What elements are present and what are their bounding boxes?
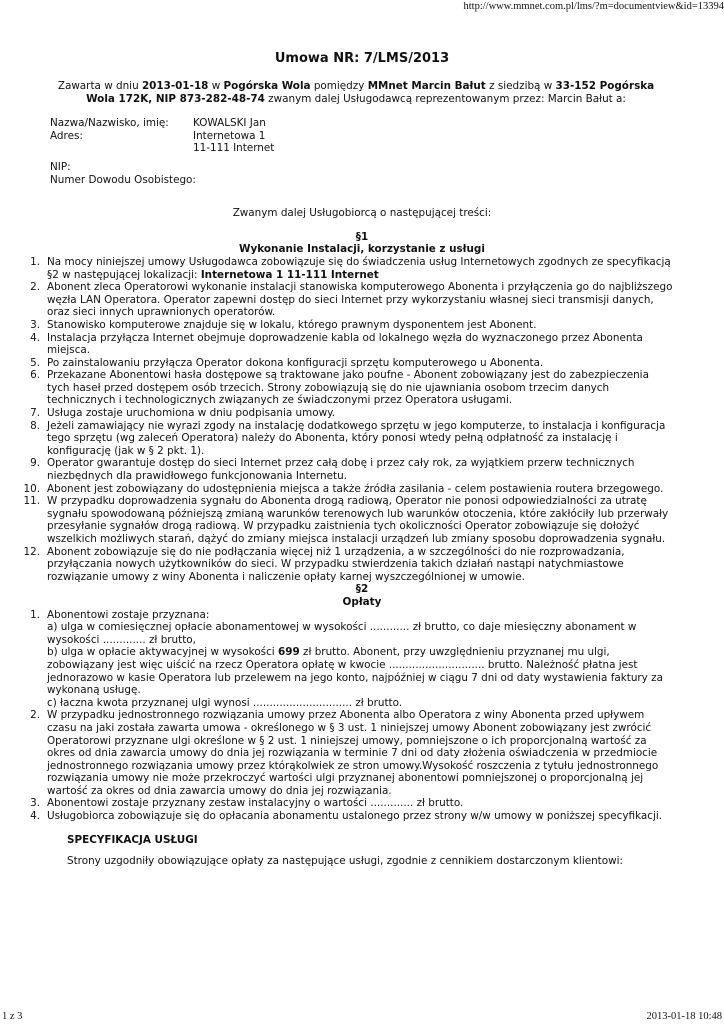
item-text: Przekazane Abonentowi hasła dostępowe są traktowane jako poufne - Abonent zobowiązany jest do zabezpieczenia tych haseł przed dostępem osób trzecich. Strony zobowiązują się do nie ujawniania osobom trzecim danych technicznych i technologicznych związanych ze świadczonymi przez Operatora usługami. bbox=[47, 369, 649, 407]
id-label: Numer Dowodu Osobistego: bbox=[50, 173, 196, 186]
item-text: Instalacja przyłącza Internet obejmuje doprowadzenie kabla od lokalnego węzła do wyznaczonego przez Abonenta miejsca. bbox=[47, 331, 643, 357]
nip-label: NIP: bbox=[50, 160, 71, 173]
list-item: 1. Na mocy niniejszej umowy Usługodawca zobowiązuje się do świadczenia usług Internetowych zgodnych ze specyfikacją §2 w następującej lokalizacji: Internetowa 1 11-111 Internet bbox=[30, 255, 671, 281]
name-label: Nazwa/Nazwisko, imię: bbox=[50, 117, 169, 130]
list-item: 11. W przypadku doprowadzenia sygnału do Abonenta drogą radiową, Operator nie ponosi odpowiedzialności za utratę sygnału spowodowaną późniejszą zmianą warunków terenowych lub warunków otoczenia, które zakłóciły lub przerwały przesyłanie sygnałów drogą radiową. W przypadku zaistnienia tych okoliczności Operator zobowiązuje się dołożyć wszelkich możliwych starań, dążyć do zmiany miejsca instalacji urządzeń lub zmiany sposobu doprowadzenia sygnału. bbox=[0, 495, 724, 545]
service-location: Internetowa 1 11-111 Internet bbox=[200, 268, 379, 281]
intro-text: Zawarta w dniu bbox=[57, 80, 142, 92]
address-label: Adres: bbox=[50, 129, 83, 142]
section-1-symbol: §1 bbox=[355, 230, 369, 243]
item-text: Jeżeli zamawiający nie wyrazi zgody na instalację dodatkowego sprzętu w jego komputerze, to instalacja i konfiguracja tego sprzętu (wg zaleceń Operatora) należy do Abonenta, który ponosi wtedy pełną odpłatność za instalację i konfigurację (jak w § 2 pkt. 1). bbox=[47, 419, 666, 457]
print-datetime: 2013-01-18 10:48 bbox=[646, 1011, 722, 1022]
item-text: W przypadku jednostronnego rozwiązania umowy przez Abonenta albo Operatora z winy Abonenta przed upływem czasu na jaki została zawarta umowa - określonego w § 3 ust. 1 niniejszej umowy Abonent zobowiązany jest zwrócić Operatorowi przyznane ulgi określone w § 2 ust. 1 niniejszej umowy, pomniejszone o ich proporcjonalną wartość za okres od dnia zawarcia umowy do dnia jej rozwiązania w terminie 7 dni od daty złożenia oświadczenia w przedmiocie jednostronnego rozwiązania umowy przez którąkolwiek ze stron umowy.Wysokość roszczenia z tytułu jednostronnego rozwiązania umowy nie może przekroczyć wartości ulgi przyznanej abonentowi pomniejszonej o proporcjonalną jej wartość za okres od dnia zawarcia umowy do dnia jej rozwiązania. bbox=[47, 709, 659, 797]
contract-date: 2013-01-18 bbox=[141, 80, 209, 92]
list-item: 3. Abonentowi zostaje przyznany zestaw instalacyjny o wartości ............. zł brutto. bbox=[0, 797, 724, 810]
page-url: http://www.mmnet.com.pl/lms/?m=documentview&id=13394 bbox=[463, 1, 724, 12]
customer-details bbox=[50, 117, 724, 186]
section-2-symbol: §2 bbox=[355, 583, 369, 596]
address-line2: 11-111 Internet bbox=[193, 142, 275, 155]
page-indicator: 1 z 3 bbox=[2, 1011, 23, 1022]
list-item: 2. W przypadku jednostronnego rozwiązania umowy przez Abonenta albo Operatora z winy Abonenta przed upływem czasu na jaki została zawarta umowa - określonego w § 3 ust. 1 niniejszej umowy Abonent zobowiązany jest zwrócić Operatorowi przyznane ulgi określone w § 2 ust. 1 niniejszej umowy, pomniejszone o ich proporcjonalną wartość za okres od dnia zawarcia umowy do dnia jej rozwiązania w terminie 7 dni od daty złożenia oświadczenia w przedmiocie jednostronnego rozwiązania umowy przez którąkolwiek ze stron umowy.Wysokość roszczenia z tytułu jednostronnego rozwiązania umowy nie może przekroczyć wartości ulgi przyznanej abonentowi pomniejszonej o proporcjonalną jej wartość za okres od dnia zawarcia umowy do dnia jej rozwiązania. bbox=[0, 709, 724, 797]
section-2-list bbox=[0, 609, 724, 823]
list-item: 8. Jeżeli zamawiający nie wyrazi zgody na instalację dodatkowego sprzętu w jego komputerze, to instalacja i konfiguracja tego sprzętu (wg zaleceń Operatora) należy do Abonenta, który ponosi wtedy pełną odpłatność za instalację i konfigurację (jak w § 2 pkt. 1). bbox=[0, 420, 724, 458]
list-item: 6. Przekazane Abonentowi hasła dostępowe są traktowane jako poufne - Abonent zobowiązany jest do zabezpieczenia tych haseł przed dostępem osób trzecich. Strony zobowiązują się do nie ujawniania osobom trzecim danych technicznych i technologicznych związanych ze świadczonymi przez Operatora usługami. bbox=[0, 369, 724, 407]
monthly-discount-text: a) ulga w comiesięcznej opłacie abonamentowej w wysokości ............ zł brutto, co daje miesięczny abonament w wysokości ............. zł brutto, bbox=[47, 621, 637, 646]
item-text: Usługobiorca zobowiązuje się do opłacania abonamentu ustalonego przez strony w/w umowy w poniższej specyfikacji. bbox=[47, 810, 663, 823]
section-1-list bbox=[0, 256, 724, 583]
item-text: zł brutto. Abonent, przy uwzględnieniu przyznanej mu ulgi, zobowiązany jest więc uiścić na rzecz Operatora opłatę w kwocie ............................. brutto. Należność płatna jest jednorazowo w kasie Operatora lub przelewem na jego konto, najpóźniej w ciągu 7 dni od daty wystawienia faktury za wykonaną usługę. bbox=[47, 646, 663, 697]
list-item: 12. Abonent zobowiązuje się do nie podłączania więcej niż 1 urządzenia, a w szczególności do nie rozprowadzania, przyłączania nowych użytkowników do sieci. W przypadku stwierdzenia takich działań nastąpi natychmiastowe rozwiązanie umowy z winy Abonenta i naliczenie opłaty karnej wyszczególnionej w umowie. bbox=[0, 546, 724, 584]
contract-intro bbox=[50, 80, 662, 105]
contract-document bbox=[0, 51, 724, 868]
list-item: 1. Abonentowi zostaje przyznana: a) ulga w comiesięcznej opłacie abonamentowej w wysokości ............ zł brutto, co daje miesięczny abonament w wysokości ............. zł brutto, b) ulga w opłacie aktywacyjnej w wysokości 699 zł brutto. Abonent, przy uwzględnieniu przyznanej mu ulgi, zobowiązany jest więc uiścić na rzecz Operatora opłatę w kwocie ............................. brutto. Należność płatna jest jednorazowo w kasie Operatora lub przelewem na jego konto, najpóźniej w ciągu 7 dni od daty wystawienia faktury za wykonaną usługę. c) łaczna kwota przyznanej ulgi wynosi .............................. zł brutto. bbox=[0, 609, 724, 710]
list-item: 5. Po zainstalowaniu przyłącza Operator dokona konfiguracji sprzętu komputerowego u Abonenta. bbox=[0, 357, 724, 370]
activation-discount-text bbox=[47, 646, 674, 696]
contract-title: Umowa NR: 7/LMS/2013 bbox=[274, 51, 450, 66]
item-text: Usługa zostaje uruchomiona w dniu podpisania umowy. bbox=[47, 407, 336, 420]
list-item: 4. Instalacja przyłącza Internet obejmuje doprowadzenie kabla od lokalnego węzła do wyznaczonego przez Abonenta miejsca. bbox=[0, 332, 724, 357]
called-text: Zwanym dalej Usługobiorcą o następującej treści: bbox=[232, 207, 492, 220]
contract-place: Pogórska Wola bbox=[223, 80, 311, 92]
list-item: 4. Usługobiorca zobowiązuje się do opłacania abonamentu ustalonego przez strony w/w umowy w poniższej specyfikacji. bbox=[0, 810, 724, 823]
item-text: b) ulga w opłacie aktywacyjnej w wysokości bbox=[47, 646, 278, 659]
specification-title: SPECYFIKACJA USŁUGI bbox=[67, 833, 198, 846]
item-text: Operator gwarantuje dostęp do sieci Internet przez całą dobę i przez cały rok, za wyjątkiem przerw technicznych niezbędnych dla prawidłowego funkcjonowania Internetu. bbox=[47, 457, 635, 483]
section-2-title: Opłaty bbox=[342, 595, 382, 608]
intro-text: w bbox=[208, 80, 224, 92]
item-text: Abonent zobowiązuje się do nie podłączania więcej niż 1 urządzenia, a w szczególności do nie rozprowadzania, przyłączania nowych użytkowników do sieci. W przypadku stwierdzenia takich działań nastąpi natychmiastowe rozwiązanie umowy z winy Abonenta i naliczenie opłaty karnej wyszczególnionej w umowie. bbox=[47, 545, 625, 583]
item-text: Abonent jest zobowiązany do udostępnienia miejsca a także źródła zasilania - celem postawienia routera brzegowego. bbox=[47, 482, 664, 495]
company-name: MMnet Marcin Bałut bbox=[367, 80, 486, 92]
name-value: KOWALSKI Jan bbox=[193, 117, 266, 130]
item-text: Po zainstalowaniu przyłącza Operator dokona konfiguracji sprzętu komputerowego u Abonenta. bbox=[47, 356, 544, 369]
intro-text: zwanym dalej Usługodawcą reprezentowanym przez: Marcin Bałut a: bbox=[264, 92, 626, 105]
item-text: Abonentowi zostaje przyznany zestaw instalacyjny o wartości ............. zł brutto. bbox=[47, 797, 464, 810]
list-item: 9. Operator gwarantuje dostęp do sieci Internet przez całą dobę i przez cały rok, za wyjątkiem przerw technicznych niezbędnych dla prawidłowego funkcjonowania Internetu. bbox=[0, 457, 724, 482]
specification-text: Strony uzgodniły obowiązujące opłaty za następujące usługi, zgodnie z cennikiem dostarczonym klientowi: bbox=[67, 855, 623, 868]
activation-discount-amount: 699 bbox=[278, 646, 300, 659]
item-text: Na mocy niniejszej umowy Usługodawca zobowiązuje się do świadczenia usług Internetowych zgodnych ze specyfikacją §2 w następującej lokalizacji: bbox=[47, 255, 671, 281]
address-line1: Internetowa 1 bbox=[193, 129, 266, 142]
list-item: 2. Abonent zleca Operatorowi wykonanie instalacji stanowiska komputerowego Abonenta i przyłączenia go do najbliższego węzła LAN Operatora. Operator zapewni dostęp do sieci Internet przy wykorzystaniu własnej sieci transmisji danych, oraz sieci innych uprawnionych operatorów. bbox=[30, 281, 673, 319]
intro-text: z siedzibą w bbox=[485, 80, 556, 92]
item-text: W przypadku doprowadzenia sygnału do Abonenta drogą radiową, Operator nie ponosi odpowiedzialności za utratę sygnału spowodowaną późniejszą zmianą warunków terenowych lub warunków otoczenia, które zakłóciły lub przerwały przesyłanie sygnałów drogą radiową. W przypadku zaistnienia tych okoliczności Operator zobowiązuje się dołożyć wszelkich możliwych starań, dążyć do zmiany miejsca instalacji urządzeń lub zmiany sposobu doprowadzenia sygnału. bbox=[47, 495, 669, 545]
list-item: 3. Stanowisko komputerowe znajduje się w lokalu, którego prawnym dysponentem jest Abonent. bbox=[0, 319, 724, 332]
item-text: Abonentowi zostaje przyznana: bbox=[47, 608, 210, 621]
item-text: Abonent zleca Operatorowi wykonanie instalacji stanowiska komputerowego Abonenta i przyłączenia go do najbliższego węzła LAN Operatora. Operator zapewni dostęp do sieci Internet przy wykorzystaniu własnej sieci transmisji danych, oraz sieci innych uprawnionych operatorów. bbox=[47, 281, 673, 319]
list-item: 10. Abonent jest zobowiązany do udostępnienia miejsca a także źródła zasilania - celem postawienia routera brzegowego. bbox=[0, 483, 724, 496]
item-text: Stanowisko komputerowe znajduje się w lokalu, którego prawnym dysponentem jest Abonent. bbox=[47, 318, 537, 331]
total-discount-text: c) łaczna kwota przyznanej ulgi wynosi .............................. zł brutto. bbox=[47, 696, 403, 709]
company-address: 33-152 Pogórska Wola 172K, NIP 873-282-48-74 bbox=[86, 80, 655, 105]
intro-text: pomiędzy bbox=[310, 80, 368, 92]
section-1-title: Wykonanie Instalacji, korzystanie z usługi bbox=[239, 243, 485, 256]
list-item: 7. Usługa zostaje uruchomiona w dniu podpisania umowy. bbox=[0, 407, 724, 420]
